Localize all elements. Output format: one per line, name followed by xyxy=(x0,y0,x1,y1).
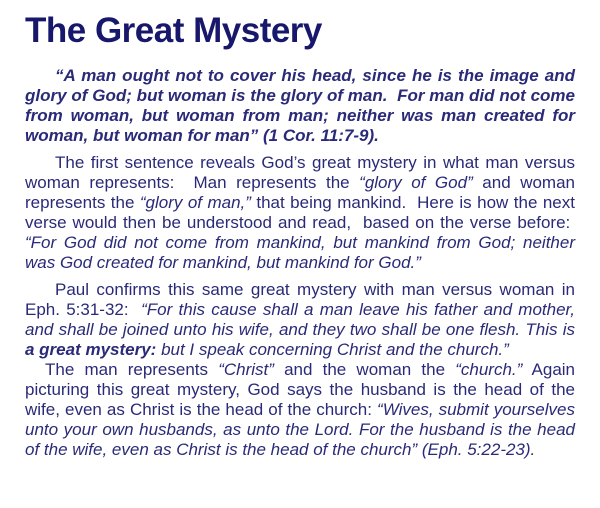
slide-body xyxy=(25,66,575,460)
text-run: The first sentence reveals God’s great mystery in what man versus woman represents: Man represents the xyxy=(25,152,575,192)
text-run: “Christ” xyxy=(218,359,274,379)
text-run: “A man ought not to cover his head, since he is the image and glory of God; but woman is the glory of man. For man did not come from woman, but woman from man; neither was man created for woman, but woman for man” (1 Cor. 11:7-9). xyxy=(25,65,575,145)
paragraph-explanation-glory xyxy=(25,153,575,273)
text-run: Paul confirms this same great mystery with man versus woman in Eph. 5:31-32: xyxy=(25,279,575,319)
text-run: that being mankind. Here is how the next verse would then be understood and read, based on the verse before: xyxy=(25,192,575,232)
paragraph-christ-church-eph-5-22-23 xyxy=(25,360,575,460)
paragraph-paul-eph-5-31-32 xyxy=(25,280,575,360)
text-run: Again picturing this great mystery, God says the husband is the head of the wife, even as Christ is the head of the church: xyxy=(25,359,576,419)
text-run: and the woman the xyxy=(273,359,456,379)
text-run: “For this cause shall a man leave his father and mother, and shall be joined unto his wife, and they two shall be one flesh. This is xyxy=(25,299,575,339)
text-run: a great mystery: xyxy=(25,339,157,359)
text-run: “glory of God” xyxy=(359,172,473,192)
text-run: “For God did not come from mankind, but mankind from God; neither was God created for mankind, but mankind for God.” xyxy=(25,232,575,272)
text-run: The man represents xyxy=(45,359,219,379)
text-run: “glory of man,” xyxy=(139,192,251,212)
text-run: “Wives, submit yourselves unto your own husbands, as unto the Lord. For the husband is the head of the wife, even as Christ is the head of the church” (Eph. 5:22-23). xyxy=(25,399,575,459)
paragraph-quote-1cor-11 xyxy=(25,66,575,146)
slide-title: The Great Mystery xyxy=(25,11,322,50)
text-run: but I speak concerning Christ and the church.” xyxy=(156,339,509,359)
text-run: “church.” xyxy=(455,359,523,379)
text-run: and woman represents the xyxy=(25,172,575,212)
